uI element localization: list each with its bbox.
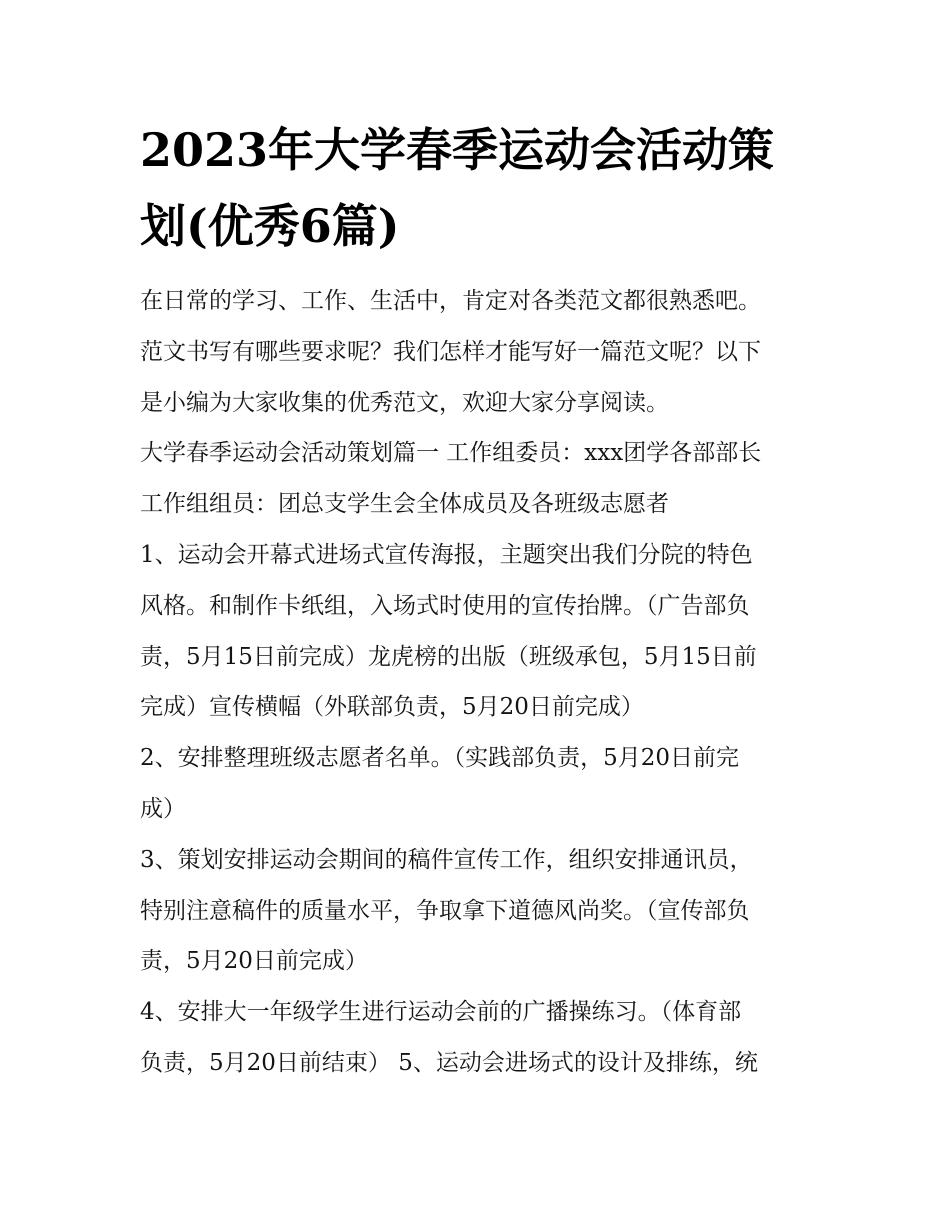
body-line: 是小编为大家收集的优秀范文，欢迎大家分享阅读。 (140, 389, 669, 416)
title-line: 2023年大学春季运动会活动策 (140, 123, 775, 177)
body-line: 责，5月20日前完成） (140, 948, 368, 975)
body-line: 范文书写有哪些要求呢？我们怎样才能写好一篇范文呢？以下 (140, 338, 761, 365)
body-line: 特别注意稿件的质量水平，争取拿下道德风尚奖。（宣传部负 (140, 897, 750, 924)
body-line: 风格。和制作卡纸组，入场式时使用的宣传抬牌。（广告部负 (140, 592, 750, 619)
document-title (140, 112, 830, 264)
title-line: 划(优秀6篇) (140, 199, 400, 253)
body-line: 完成）宣传横幅（外联部负责，5月20日前完成） (140, 694, 644, 721)
body-line: 在日常的学习、工作、生活中，肯定对各类范文都很熟悉吧。 (140, 288, 761, 314)
body-line: 大学春季运动会活动策划篇一 工作组委员：xxx团学各部部长 (140, 440, 762, 467)
body-line: 2、安排整理班级志愿者名单。（实践部负责，5月20日前完 (140, 745, 740, 772)
body-line: 工作组组员：团总支学生会全体成员及各班级志愿者 (140, 491, 669, 518)
body-line: 责，5月15日前完成）龙虎榜的出版（班级承包，5月15日前 (140, 643, 757, 670)
document-body (140, 276, 830, 1089)
body-line: 成） (140, 795, 186, 822)
body-line: 4、安排大一年级学生进行运动会前的广播操练习。（体育部 (140, 999, 742, 1026)
body-line: 3、策划安排运动会期间的稿件宣传工作，组织安排通讯员， (140, 846, 753, 873)
body-line: 负责，5月20日前结束） 5、运动会进场式的设计及排练，统 (140, 1049, 758, 1076)
body-line: 1、运动会开幕式进场式宣传海报，主题突出我们分院的特色 (140, 541, 753, 568)
